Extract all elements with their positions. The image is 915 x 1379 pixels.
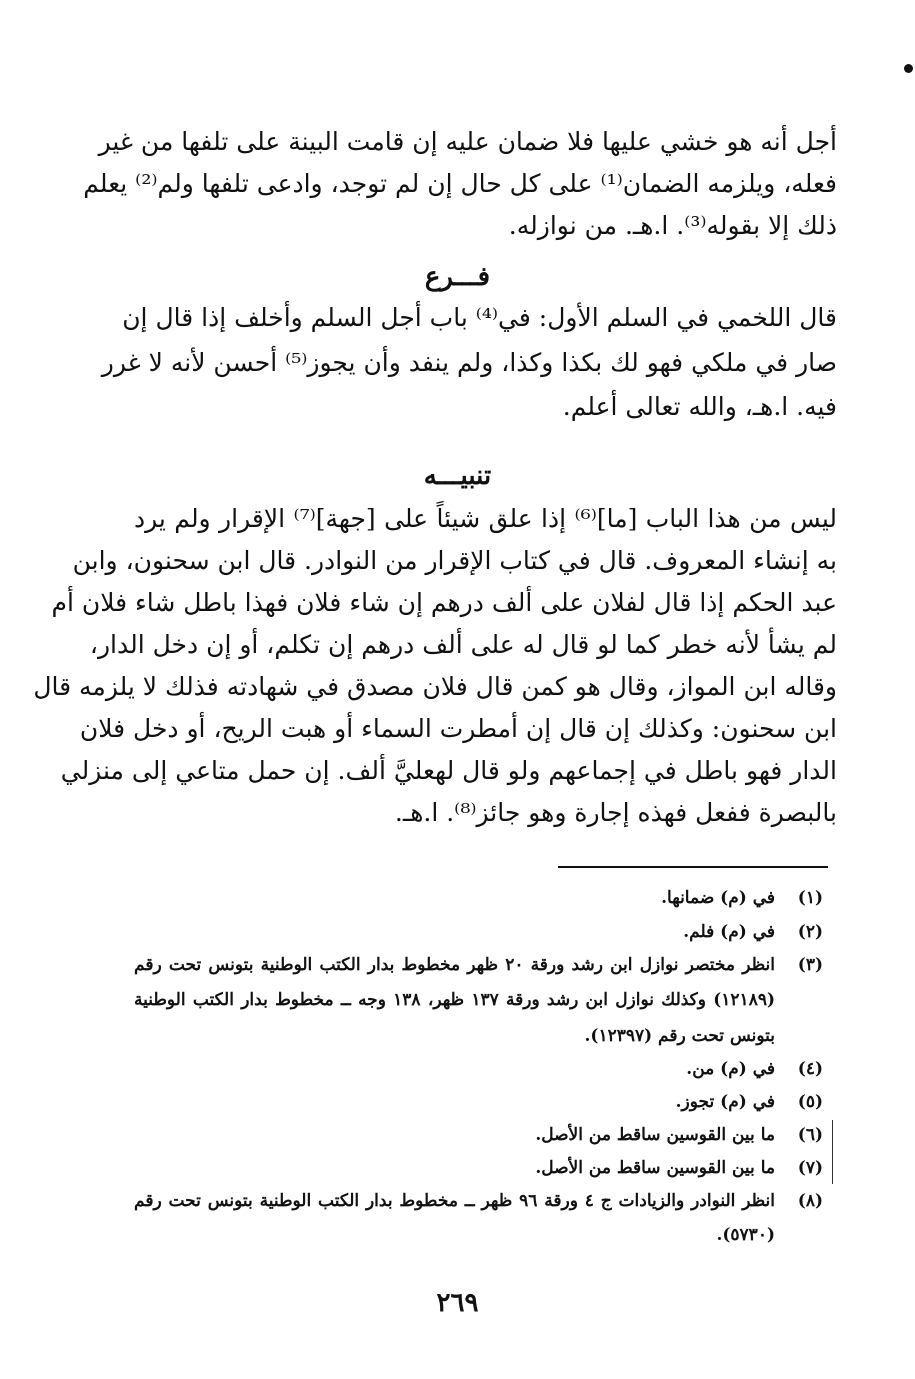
footnote-text: في (م) من. xyxy=(686,1059,775,1079)
body-line: فعله، ويلزمه الضمان⁽¹⁾ على كل حال إن لم توجد، وادعى تلفها ولم⁽²⁾ يعلم xyxy=(83,169,837,198)
body-line: ابن سحنون: وكذلك إن قال إن أمطرت السماء أو هبت الريح، أو دخل فلان xyxy=(79,714,837,743)
footnote-text: انظر النوادر والزيادات ج ٤ ورقة ٩٦ ظهر ــ مخطوط بدار الكتب الوطنية بتونس تحت رقم xyxy=(134,1191,776,1211)
footnote-text: انظر مختصر نوازل ابن رشد ورقة ٢٠ ظهر مخطوط بدار الكتب الوطنية بتونس تحت رقم xyxy=(134,955,775,975)
footnote-text: في (م) ضمانها. xyxy=(661,888,775,908)
footnote-number: (٣) xyxy=(797,955,823,975)
section-heading-branch: فـــرع xyxy=(424,262,491,292)
margin-mark xyxy=(832,1154,833,1184)
margin-mark xyxy=(832,1120,833,1154)
body-line: لم يشأ لأنه خطر كما لو قال له على ألف درهم إن تكلم، أو إن دخل الدار، xyxy=(89,630,837,659)
footnote-number: (٦) xyxy=(797,1125,823,1145)
footnote-number: (٢) xyxy=(797,922,823,942)
body-line: فيه. ا.هـ، والله تعالى أعلم. xyxy=(562,392,837,421)
footnote-text: في (م) فلم. xyxy=(683,922,775,942)
body-line: بالبصرة ففعل فهذه إجارة وهو جائز⁽⁸⁾. ا.هـ. xyxy=(394,798,837,827)
footnote-text: بتونس تحت رقم (١٢٣٩٧). xyxy=(584,1026,775,1046)
body-line: أجل أنه هو خشي عليها فلا ضمان عليه إن قامت البينة على تلفها من غير xyxy=(98,127,837,156)
body-line: عبد الحكم إذا قال لفلان على ألف درهم إن شاء فلان فهذا باطل شاء فلان أم xyxy=(51,588,837,617)
section-heading-note: تنبيـــه xyxy=(423,461,492,491)
page-number: ٢٦٩ xyxy=(436,1288,479,1318)
footnote-number: (٥) xyxy=(797,1092,823,1112)
body-line: به إنشاء المعروف. قال في كتاب الإقرار من النوادر. قال ابن سحنون، وابن xyxy=(72,546,837,575)
body-line: وقاله ابن المواز، وقال هو كمن قال فلان مصدق في شهادته فذلك لا يلزمه قال xyxy=(33,672,837,701)
body-line: صار في ملكي فهو لك بكذا وكذا، ولم ينفد وأن يجوز⁽⁵⁾ أحسن لأنه لا غرر xyxy=(101,348,837,377)
body-line: ذلك إلا بقوله⁽³⁾. ا.هـ. من نوازله. xyxy=(508,211,837,240)
footnote-number: (٤) xyxy=(797,1059,823,1079)
body-line: قال اللخمي في السلم الأول: في⁽⁴⁾ باب أجل السلم وأخلف إذا قال إن xyxy=(122,303,837,332)
footnote-text: في (م) تجوز. xyxy=(675,1092,775,1112)
footnote-text: (١٢١٨٩) وكذلك نوازل ابن رشد ورقة ١٣٧ ظهر، ١٣٨ وجه ــ مخطوط بدار الكتب الوطنية xyxy=(134,990,775,1010)
footnote-text: ما بين القوسين ساقط من الأصل. xyxy=(535,1158,775,1178)
footnote-number: (١) xyxy=(797,888,823,908)
footnote-number: (٧) xyxy=(797,1158,823,1178)
footnote-text: (٥٧٣٠). xyxy=(716,1225,775,1245)
body-line: الدار فهو باطل في إجماعهم ولو قال لهعليَّ ألف. إن حمل متاعي إلى منزلي xyxy=(60,756,837,785)
scan-speck xyxy=(904,64,913,73)
footnote-separator xyxy=(558,866,828,868)
body-line: ليس من هذا الباب [ما]⁽⁶⁾ إذا علق شيئاً على [جهة]⁽⁷⁾ الإقرار ولم يرد xyxy=(134,504,837,533)
footnote-text: ما بين القوسين ساقط من الأصل. xyxy=(535,1125,775,1145)
footnote-number: (٨) xyxy=(797,1191,823,1211)
